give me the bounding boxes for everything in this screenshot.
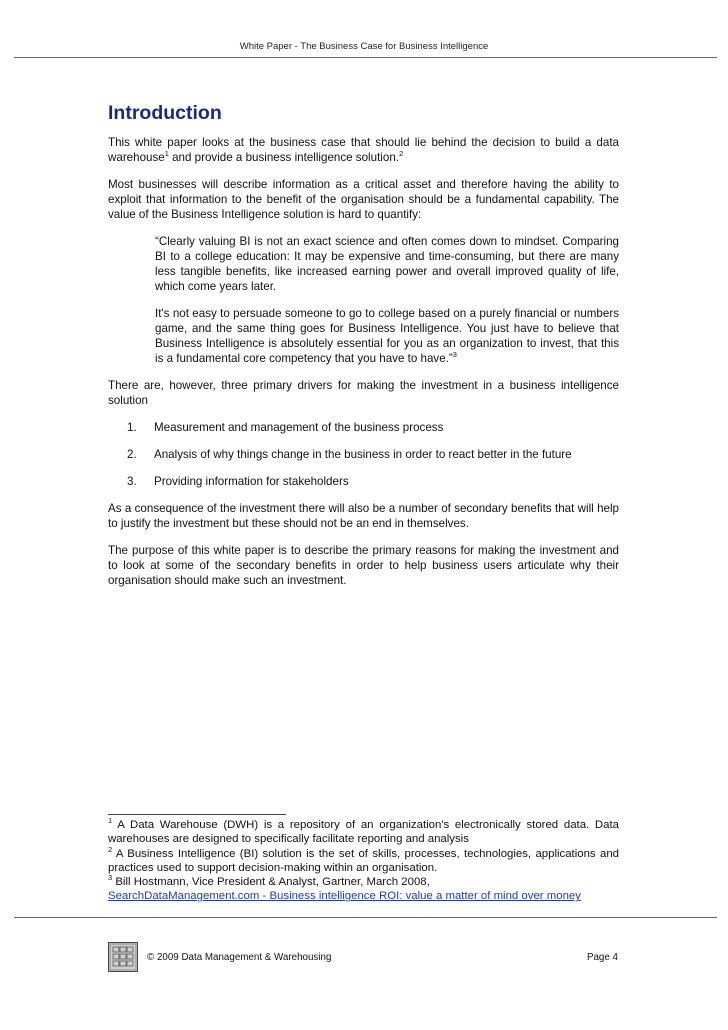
footnote-3-link[interactable]: SearchDataManagement.com - Business intelligence ROI: value a matter of mind over money	[108, 890, 581, 903]
footnote-2-mark: 2	[108, 844, 113, 854]
list-item	[108, 474, 619, 489]
running-header: White Paper - The Business Case for Business Intelligence	[239, 41, 489, 52]
company-logo-icon	[108, 942, 138, 972]
footnote-3	[108, 875, 619, 904]
drivers-intro-paragraph: There are, however, three primary drivers for making the investment in a business intelligence solution	[108, 379, 619, 407]
logo-grid-icon	[109, 943, 137, 971]
footer-page-number: Page 4	[586, 952, 618, 963]
secondary-benefits-paragraph: As a consequence of the investment there will also be a number of secondary benefits that will help to justify the investment but these should not be an end in themselves.	[108, 502, 619, 530]
footnote-ref-3[interactable]: 3	[452, 350, 457, 359]
list-item	[108, 420, 619, 435]
header-rule	[14, 57, 717, 58]
footnote-2	[108, 844, 619, 876]
intro-text-b: and provide a business intelligence solution.	[168, 151, 399, 164]
critical-asset-paragraph: Most businesses will describe information as a critical asset and therefore having the ability to exploit that information to the benefit of the organisation should be a fundamental capability. The value of the Business Intelligence solution is hard to quantify:	[108, 178, 619, 221]
footnote-1	[108, 818, 619, 847]
footnotes	[108, 818, 619, 904]
footnote-ref-1[interactable]: 1	[164, 149, 169, 158]
list-item	[108, 447, 619, 462]
footnote-3-text: Bill Hostmann, Vice President & Analyst, Gartner, March 2008,	[112, 876, 430, 889]
footer-copyright: © 2009 Data Management & Warehousing	[147, 952, 332, 963]
quote-2-text: It's not easy to persuade someone to go to college based on a purely financial or numbers game, and the same thing goes for Business Intelligence. You just have to believe that Business Intelligence is absolutely essential for you as an organization to invest, that this is a fundamental core competency that you have to have.”	[155, 307, 619, 365]
footnote-1-text: A Data Warehouse (DWH) is a repository of an organization's electronically stored data. Data warehouses are designed to specifically facilitate reporting and analysis	[108, 819, 619, 846]
purpose-paragraph: The purpose of this white paper is to describe the primary reasons for making the investment and to look at some of the secondary benefits in order to help business users articulate why their organisation should make such an investment.	[108, 544, 619, 587]
footnote-2-text: A Business Intelligence (BI) solution is the set of skills, processes, technologies, applications and practices used to support decision-making within an organisation.	[108, 847, 619, 874]
list-item-text: Providing information for stakeholders	[154, 475, 349, 488]
intro-paragraph	[108, 135, 619, 165]
list-item-text: Analysis of why things change in the business in order to react better in the future	[154, 448, 572, 461]
list-item-text: Measurement and management of the business process	[154, 421, 444, 434]
list-item-number: 2.	[127, 448, 137, 461]
quote-paragraph-1: “Clearly valuing BI is not an exact science and often comes down to mindset. Comparing BI to a college education: It may be expensive and time-consuming, but there are many less tangible benefits, like increased earning power and overall improved quality of life, which come years later.	[155, 235, 619, 293]
list-item-number: 1.	[127, 421, 137, 434]
intro-text-a: This white paper looks at the business case that should lie behind the decision to build a data warehouse	[108, 136, 619, 164]
list-item-number: 3.	[127, 475, 137, 488]
quote-paragraph-2	[155, 306, 619, 366]
footer-rule	[14, 917, 717, 918]
document-body	[108, 101, 619, 600]
footnote-3-mark: 3	[108, 873, 113, 883]
footnote-ref-2[interactable]: 2	[398, 149, 404, 158]
footnote-1-mark: 1	[108, 816, 113, 825]
section-heading: Introduction	[108, 102, 222, 124]
drivers-list	[108, 420, 619, 489]
footnote-separator	[108, 814, 286, 815]
